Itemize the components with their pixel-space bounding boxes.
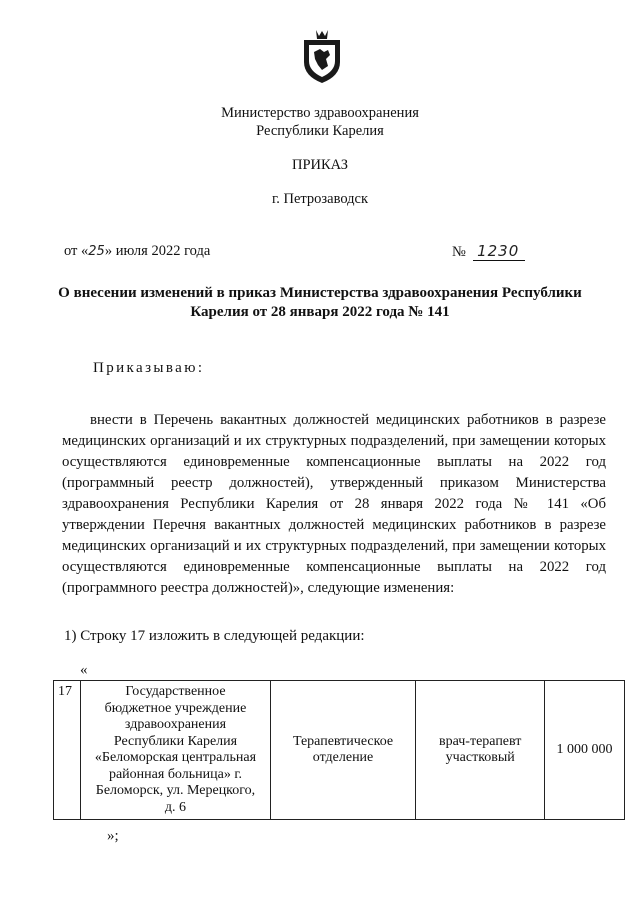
ministry-line-1: Министерство здравоохранения: [221, 105, 419, 121]
item-1: 1) Строку 17 изложить в следующей редакции:: [64, 628, 365, 644]
date-day-handwritten: 25: [88, 244, 105, 259]
order-title: [0, 284, 640, 322]
amount-cell: 1 000 000: [544, 681, 624, 820]
org-line: «Беломорская центральная: [94, 750, 257, 765]
number-handwritten: 1230: [473, 242, 525, 261]
position-line: участковый: [445, 750, 515, 765]
org-line: бюджетное учреждение: [104, 700, 247, 716]
number-label: №: [452, 244, 466, 260]
document-type: ПРИКАЗ: [291, 157, 349, 173]
org-line: районная больница» г.: [108, 766, 242, 782]
org-line: Государственное: [125, 684, 226, 699]
karelia-coat-of-arms-icon: [300, 28, 344, 84]
ministry-line-2: Республики Карелия: [256, 123, 384, 139]
org-line: Беломорск, ул. Мерецкого,: [95, 783, 256, 798]
org-line: д. 6: [164, 799, 187, 815]
row-number: 17: [54, 681, 81, 820]
order-date: [64, 242, 210, 261]
org-line: здравоохранения: [124, 717, 227, 732]
position-line: врач-терапевт: [438, 733, 522, 749]
position-cell: [416, 681, 545, 820]
dept-line: Терапевтическое: [292, 733, 394, 749]
ministry-name: [0, 104, 640, 140]
table-row: [54, 681, 625, 820]
order-body: внести в Перечень вакантных должностей медицинских работников в разрезе медицинских организаций и их структурных подразделений, при замещении которых осуществляются единовременные компенсационные выплаты на 2022 год (программный реестр должностей), утвержденный приказом Министерства здравоохранения Республики Карелия от 28 января 2022 года № 141 «Об утверждении Перечня вакантных должностей медицинских работников в разрезе медицинских организаций и их структурных подразделений, при замещении которых осуществляются единовременные компенсационные выплаты на 2022 год (программного реестра должностей)», следующие изменения:: [62, 412, 606, 596]
date-suffix: » июля 2022 года: [104, 243, 211, 259]
title-line-1: О внесении изменений в приказ Министерства здравоохранения Республики: [58, 285, 582, 301]
registry-table: [53, 680, 625, 820]
order-number: [452, 242, 525, 261]
order-word: Приказываю:: [93, 360, 205, 376]
date-prefix: от «: [64, 243, 89, 259]
city: г. Петрозаводск: [271, 191, 369, 207]
organization-cell: [81, 681, 270, 820]
quote-close: »;: [107, 828, 119, 844]
title-line-2: Карелия от 28 января 2022 года № 141: [190, 304, 450, 320]
department-cell: [270, 681, 416, 820]
org-line: Республики Карелия: [113, 733, 238, 749]
quote-open: «: [80, 662, 88, 678]
dept-line: отделение: [312, 750, 374, 765]
